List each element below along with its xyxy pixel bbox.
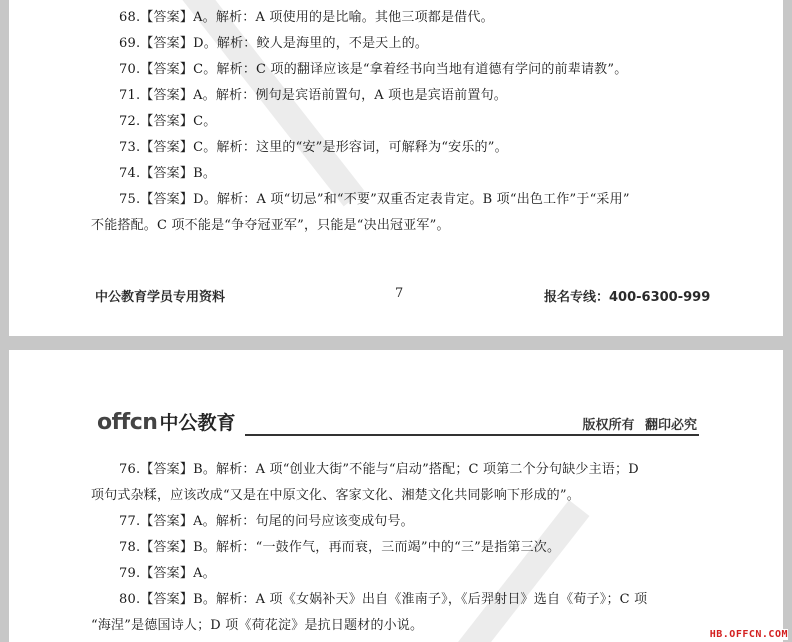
answer-line-73: 73.【答案】C。解析：这里的“安”是形容词，可解释为“安乐的”。 [119, 140, 508, 155]
page-8 [9, 350, 783, 642]
page-7 [9, 0, 783, 336]
page-header [97, 406, 699, 438]
answer-line-75: 75.【答案】D。解析：A 项“切忌”和“不要”双重否定表肯定。B 项“出色工作”于“采用” [119, 192, 630, 207]
answer-line-76: 76.【答案】B。解析：A 项“创业大街”不能与“启动”搭配；C 项第二个分句缺少主语；D [119, 462, 639, 477]
answer-line-78: 78.【答案】B。解析：“一鼓作气，再而衰，三而竭”中的“三”是指第三次。 [119, 540, 561, 555]
answer-line-74: 74.【答案】B。 [119, 166, 217, 181]
answer-line-77: 77.【答案】A。解析：句尾的问号应该变成句号。 [119, 514, 414, 529]
footer-hotline: 报名专线：400-6300-999 [544, 290, 711, 305]
answer-line-68: 68.【答案】A。解析：A 项使用的是比喻。其他三项都是借代。 [119, 10, 494, 25]
answer-line-71: 71.【答案】A。解析：例句是宾语前置句，A 项也是宾语前置句。 [119, 88, 507, 103]
corner-site-url: HB.OFFCN.COM [709, 629, 788, 640]
footer-left-text: 中公教育学员专用资料 [95, 290, 226, 305]
logo-latin: offcn [97, 410, 158, 435]
answer-line-79: 79.【答案】A。 [119, 566, 216, 581]
header-rule [245, 434, 699, 436]
answer-line-69: 69.【答案】D。解析：鲛人是海里的，不是天上的。 [119, 36, 429, 51]
watermark-stroke [446, 500, 590, 642]
copyright-notice: 版权所有 翻印必究 [582, 418, 697, 433]
footer-page-number: 7 [395, 286, 404, 301]
offcn-logo [97, 408, 235, 435]
answer-line-80: 80.【答案】B。解析：A 项《女娲补天》出自《淮南子》，《后羿射日》选自《荀子》；C 项 [119, 592, 648, 607]
answer-line-80-cont: “海涅”是德国诗人；D 项《荷花淀》是抗日题材的小说。 [91, 618, 424, 633]
answer-line-75-cont: 不能搭配。C 项不能是“争夺冠亚军”，只能是“决出冠亚军”。 [91, 218, 450, 233]
logo-chinese: 中公教育 [159, 412, 236, 434]
answer-line-70: 70.【答案】C。解析：C 项的翻译应该是“拿着经书向当地有道德有学问的前辈请教”。 [119, 62, 628, 77]
answer-line-76-cont: 项句式杂糅，应该改成“又是在中原文化、客家文化、湘楚文化共同影响下形成的”。 [91, 488, 580, 503]
answer-line-72: 72.【答案】C。 [119, 114, 217, 129]
